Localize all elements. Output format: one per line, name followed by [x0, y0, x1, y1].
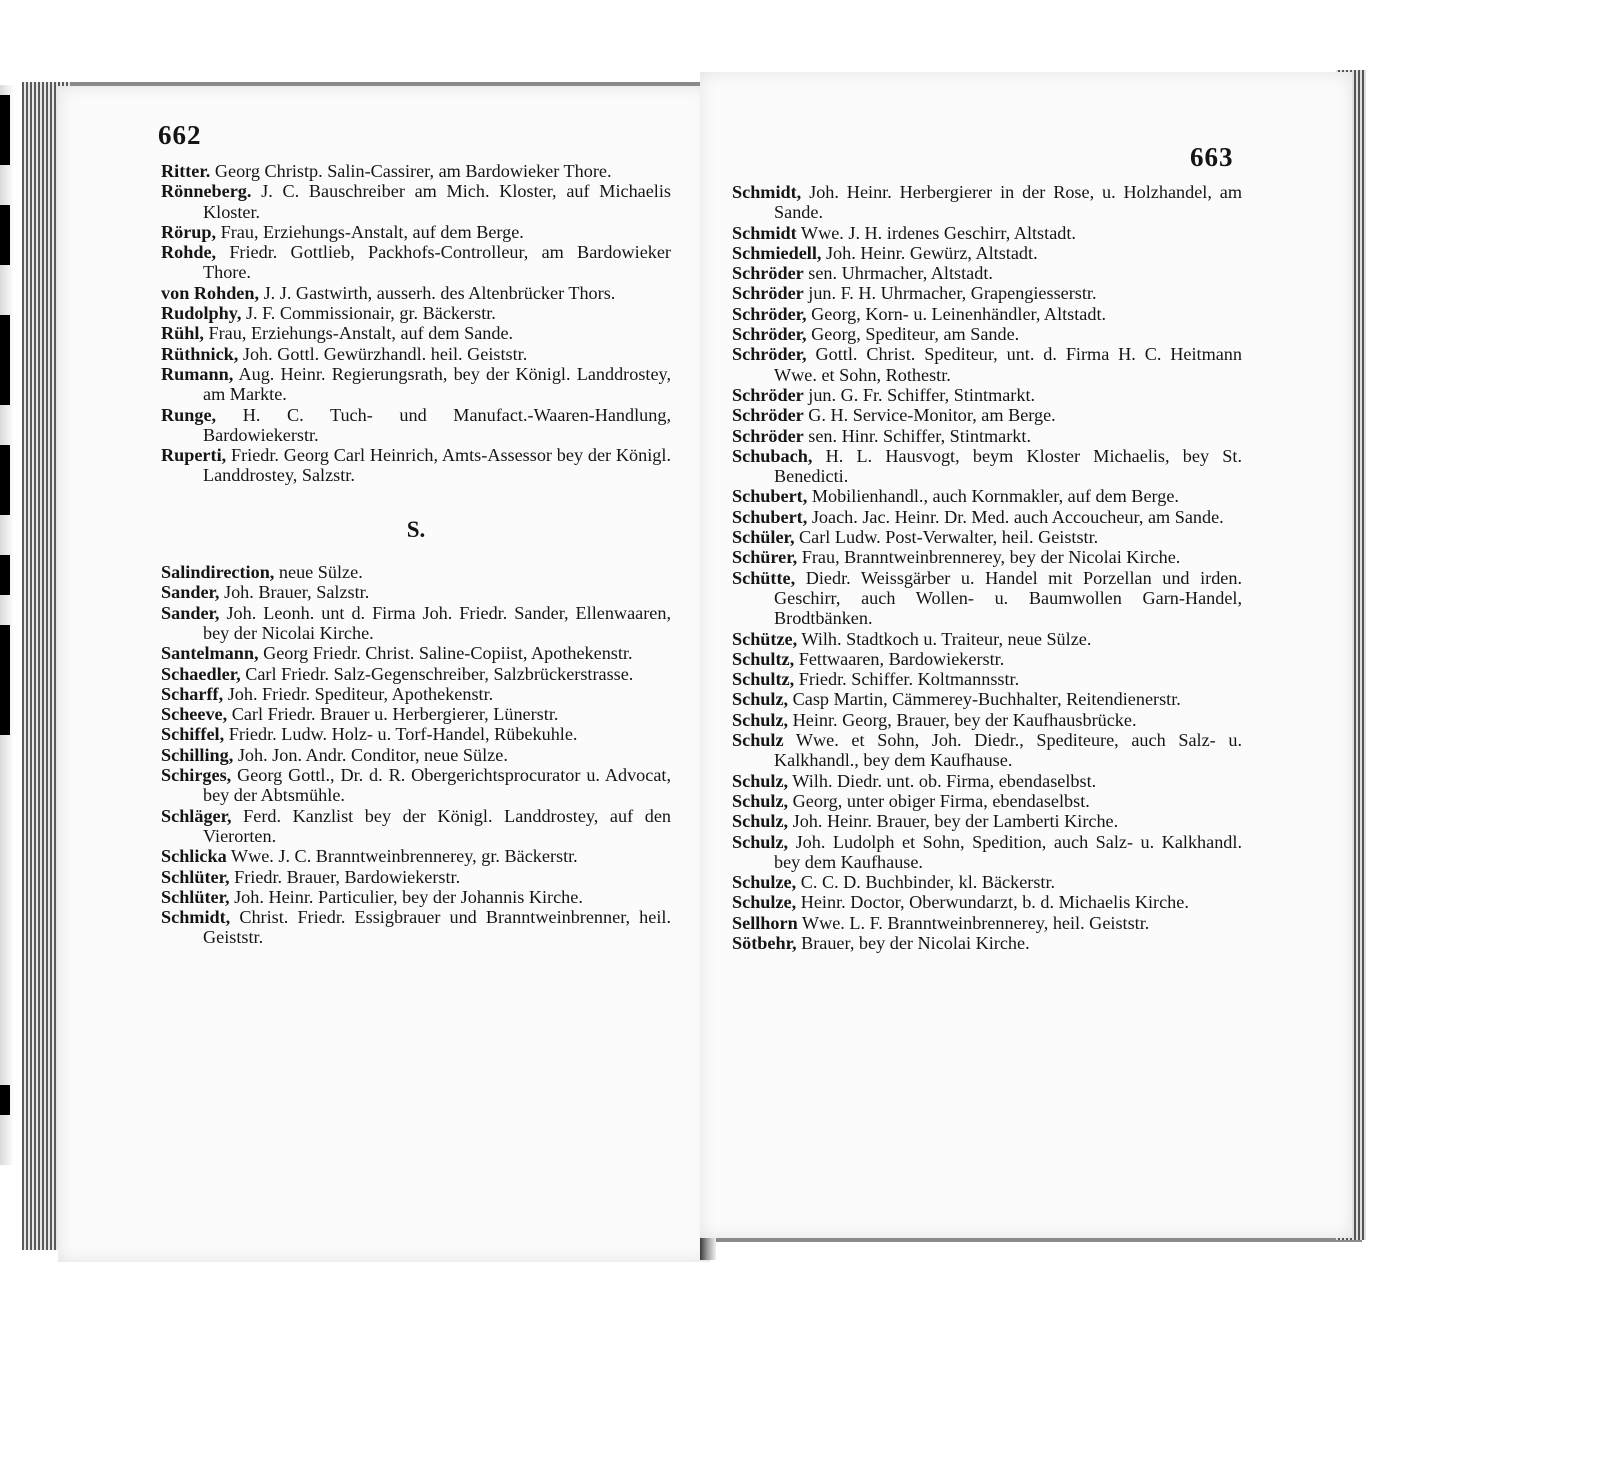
directory-entry	[732, 710, 1242, 730]
directory-entry	[732, 629, 1242, 649]
entry-surname: Schulz,	[732, 689, 789, 710]
directory-entry	[732, 527, 1242, 547]
entry-surname: Sellhorn	[732, 912, 798, 933]
entry-details: H. L. Hausvogt, beym Kloster Michaelis, bey St. Benedicti.	[774, 445, 1242, 487]
entry-details: Joh. Heinr. Gewürz, Altstadt.	[821, 242, 1038, 263]
entry-details: Carl Friedr. Salz-Gegenschreiber, Salzbrückerstrasse.	[240, 663, 634, 684]
entry-details: Frau, Erziehungs-Anstalt, auf dem Berge.	[216, 221, 524, 242]
entry-surname: Schröder	[732, 263, 804, 284]
entry-surname: Schulz,	[732, 770, 789, 791]
entry-surname: Schultz,	[732, 669, 795, 690]
right-entries	[732, 182, 1242, 953]
entry-surname: von Rohden,	[161, 282, 260, 303]
entry-details: Carl Ludw. Post-Verwalter, heil. Geiststr.	[794, 527, 1099, 548]
entry-details: Fettwaaren, Bardowiekerstr.	[794, 648, 1005, 669]
entry-surname: Schultz,	[732, 648, 795, 669]
directory-entry	[732, 385, 1242, 405]
left-entries-before-heading	[161, 161, 671, 486]
entry-details: Joh. Heinr. Herbergierer in der Rose, u. Holzhandel, am Sande.	[774, 182, 1242, 223]
directory-entry	[732, 263, 1242, 283]
directory-entry	[161, 684, 671, 704]
entry-surname: Schubach,	[732, 445, 813, 466]
directory-entry	[161, 806, 671, 847]
entry-surname: Schulz	[732, 730, 784, 751]
entry-details: neue Sülze.	[274, 562, 363, 583]
entry-surname: Schröder	[732, 425, 804, 446]
directory-entry	[161, 161, 671, 181]
entry-surname: Schulz,	[732, 790, 789, 811]
left-column	[161, 161, 671, 948]
entry-details: Friedr. Schiffer. Koltmannsstr.	[794, 669, 1020, 690]
directory-entry	[161, 704, 671, 724]
directory-entry	[161, 765, 671, 806]
entry-surname: Rönneberg.	[161, 181, 252, 202]
directory-entry	[161, 643, 671, 663]
directory-entry	[732, 405, 1242, 425]
entry-details: Wwe. L. F. Branntweinbrennerey, heil. Geiststr.	[797, 912, 1150, 933]
directory-entry	[732, 791, 1242, 811]
entry-surname: Runge,	[161, 404, 217, 425]
entry-surname: Schlüter,	[161, 886, 230, 907]
entry-details: Joh. Ludolph et Sohn, Spedition, auch Salz- u. Kalkhandl. bey dem Kaufhause.	[774, 831, 1242, 872]
directory-entry	[732, 649, 1242, 669]
directory-entry	[161, 405, 671, 446]
directory-entry	[161, 887, 671, 907]
entry-details: Christ. Friedr. Essigbrauer und Branntweinbrenner, heil. Geiststr.	[203, 907, 671, 948]
entry-details: Friedr. Georg Carl Heinrich, Amts-Assessor bey der Königl. Landdrostey, Salzstr.	[203, 445, 671, 486]
entry-details: Joh. Brauer, Salzstr.	[219, 582, 370, 603]
entry-details: Brauer, bey der Nicolai Kirche.	[796, 932, 1030, 953]
directory-entry	[732, 811, 1242, 831]
directory-entry	[161, 364, 671, 405]
entry-surname: Schröder	[732, 283, 804, 304]
entry-details: Aug. Heinr. Regierungsrath, bey der Königl. Landdrostey, am Markte.	[203, 363, 671, 405]
directory-entry	[732, 872, 1242, 892]
entry-details: Heinr. Doctor, Oberwundarzt, b. d. Michaelis Kirche.	[796, 892, 1189, 913]
entry-surname: Scharff,	[161, 683, 224, 704]
entry-details: Joh. Friedr. Spediteur, Apothekenstr.	[223, 683, 494, 704]
directory-entry	[161, 907, 671, 948]
directory-entry	[161, 724, 671, 744]
directory-entry	[732, 547, 1242, 567]
entry-details: Georg Gottl., Dr. d. R. Obergerichtsprocurator u. Advocat, bey der Abtsmühle.	[203, 765, 671, 806]
entry-details: Georg Christp. Salin-Cassirer, am Bardowieker Thore.	[210, 161, 612, 181]
entry-surname: Rörup,	[161, 221, 217, 242]
entry-surname: Santelmann,	[161, 643, 259, 664]
entry-surname: Schmiedell,	[732, 242, 822, 263]
entry-details: Diedr. Weissgärber u. Handel mit Porzellan und irden. Geschirr, auch Wollen- u. Baumwollen Garn-Handel, Brodtbänken.	[774, 567, 1242, 629]
entry-surname: Schlüter,	[161, 866, 230, 887]
directory-entry	[161, 867, 671, 887]
entry-surname: Schmidt	[732, 222, 797, 243]
directory-entry	[732, 892, 1242, 912]
entry-details: sen. Hinr. Schiffer, Stintmarkt.	[803, 425, 1031, 446]
entry-details: Joh. Jon. Andr. Conditor, neue Sülze.	[233, 744, 508, 765]
directory-entry	[161, 344, 671, 364]
directory-entry	[732, 669, 1242, 689]
directory-entry	[161, 846, 671, 866]
entry-details: Frau, Erziehungs-Anstalt, auf dem Sande.	[203, 323, 514, 344]
entry-surname: Schulze,	[732, 872, 797, 893]
entry-details: sen. Uhrmacher, Altstadt.	[803, 263, 993, 284]
entry-surname: Schulze,	[732, 892, 797, 913]
directory-entry	[732, 344, 1242, 385]
entry-details: Casp Martin, Cämmerey-Buchhalter, Reitendienerstr.	[788, 689, 1181, 710]
entry-surname: Schüler,	[732, 527, 795, 548]
directory-entry	[732, 182, 1242, 223]
entry-surname: Sander,	[161, 582, 220, 603]
entry-details: J. J. Gastwirth, ausserh. des Altenbrücker Thors.	[259, 282, 616, 303]
entry-details: Wilh. Stadtkoch u. Traiteur, neue Sülze.	[797, 628, 1092, 649]
directory-entry	[732, 933, 1242, 953]
entry-surname: Rudolphy,	[161, 303, 242, 324]
entry-surname: Schröder	[732, 405, 804, 426]
entry-surname: Schubert,	[732, 506, 808, 527]
entry-details: C. C. D. Buchbinder, kl. Bäckerstr.	[796, 872, 1056, 893]
entry-details: Wilh. Diedr. unt. ob. Firma, ebendaselbst.	[788, 770, 1097, 791]
left-page	[58, 86, 710, 1262]
entry-surname: Rüthnick,	[161, 343, 239, 364]
right-page	[700, 72, 1352, 1238]
directory-entry	[732, 283, 1242, 303]
entry-details: Georg Friedr. Christ. Saline-Copiist, Apothekenstr.	[258, 643, 633, 664]
directory-entry	[732, 304, 1242, 324]
page-number-right: 663	[1190, 142, 1234, 172]
directory-entry	[732, 324, 1242, 344]
entry-surname: Scheeve,	[161, 704, 228, 725]
entry-details: Georg, Korn- u. Leinenhändler, Altstadt.	[806, 303, 1107, 324]
directory-entry	[161, 562, 671, 582]
entry-surname: Rohde,	[161, 242, 217, 263]
entry-details: Joh. Heinr. Brauer, bey der Lamberti Kirche.	[788, 811, 1119, 832]
directory-entry	[161, 445, 671, 486]
entry-surname: Salindirection,	[161, 562, 275, 583]
left-entries-after-heading	[161, 562, 671, 948]
entry-details: J. F. Commissionair, gr. Bäckerstr.	[241, 303, 496, 324]
directory-entry	[732, 446, 1242, 487]
entry-details: Frau, Branntweinbrennerey, bey der Nicolai Kirche.	[797, 547, 1181, 568]
entry-surname: Rühl,	[161, 323, 204, 344]
entry-details: J. C. Bauschreiber am Mich. Kloster, auf Michaelis Kloster.	[203, 181, 671, 222]
entry-surname: Schulz,	[732, 811, 789, 832]
entry-details: jun. F. H. Uhrmacher, Grapengiesserstr.	[803, 283, 1097, 304]
directory-entry	[732, 223, 1242, 243]
entry-details: jun. G. Fr. Schiffer, Stintmarkt.	[803, 384, 1036, 405]
directory-entry	[161, 303, 671, 323]
entry-surname: Sander,	[161, 602, 220, 623]
entry-surname: Schröder,	[732, 324, 807, 345]
section-heading: S.	[406, 516, 426, 542]
entry-details: Gottl. Christ. Spediteur, unt. d. Firma H. C. Heitmann Wwe. et Sohn, Rothestr.	[774, 344, 1242, 385]
scanner-edge-strip	[0, 85, 14, 1165]
entry-surname: Schröder	[732, 384, 804, 405]
entry-details: Friedr. Ludw. Holz- u. Torf-Handel, Rübekuhle.	[224, 724, 578, 745]
directory-entry	[161, 181, 671, 222]
directory-entry	[161, 582, 671, 602]
entry-details: Carl Friedr. Brauer u. Herbergierer, Lünerstr.	[227, 704, 559, 725]
entry-surname: Schilling,	[161, 744, 234, 765]
directory-entry	[732, 832, 1242, 873]
entry-details: G. H. Service-Monitor, am Berge.	[803, 405, 1056, 426]
entry-details: Joh. Heinr. Particulier, bey der Johannis Kirche.	[229, 886, 583, 907]
entry-details: H. C. Tuch- und Manufact.-Waaren-Handlung, Bardowiekerstr.	[203, 404, 671, 445]
entry-surname: Schröder,	[732, 303, 807, 324]
directory-entry	[732, 913, 1242, 933]
directory-entry	[161, 242, 671, 283]
entry-details: Joh. Gottl. Gewürzhandl. heil. Geiststr.	[238, 343, 528, 364]
right-column	[732, 182, 1242, 953]
entry-surname: Sötbehr,	[732, 932, 797, 953]
entry-surname: Schröder,	[732, 344, 807, 365]
directory-entry	[161, 664, 671, 684]
directory-entry	[732, 507, 1242, 527]
directory-entry	[732, 426, 1242, 446]
entry-details: Friedr. Gottlieb, Packhofs-Controlleur, am Bardowieker Thore.	[203, 242, 671, 283]
directory-entry	[732, 486, 1242, 506]
entry-surname: Schürer,	[732, 547, 798, 568]
directory-entry	[161, 323, 671, 343]
entry-details: Wwe. J. C. Branntweinbrennerey, gr. Bäckerstr.	[226, 846, 578, 867]
entry-surname: Schaedler,	[161, 663, 241, 684]
entry-surname: Schlicka	[161, 846, 227, 867]
entry-surname: Schläger,	[161, 805, 232, 826]
entry-surname: Rumann,	[161, 363, 234, 384]
directory-entry	[161, 745, 671, 765]
directory-entry	[161, 222, 671, 242]
entry-surname: Schütze,	[732, 628, 798, 649]
entry-surname: Schütte,	[732, 567, 796, 588]
entry-details: Heinr. Georg, Brauer, bey der Kaufhausbrücke.	[788, 709, 1137, 730]
entry-surname: Schmidt,	[161, 907, 231, 928]
entry-details: Joh. Leonh. unt d. Firma Joh. Friedr. Sander, Ellenwaaren, bey der Nicolai Kirche.	[203, 602, 671, 643]
directory-entry	[732, 730, 1242, 771]
entry-details: Wwe. J. H. irdenes Geschirr, Altstadt.	[796, 222, 1076, 243]
directory-entry	[732, 243, 1242, 263]
entry-surname: Schmidt,	[732, 182, 802, 202]
entry-details: Georg, unter obiger Firma, ebendaselbst.	[788, 790, 1090, 811]
entry-surname: Schirges,	[161, 765, 232, 786]
entry-surname: Schulz,	[732, 709, 789, 730]
entry-surname: Schiffel,	[161, 724, 225, 745]
entry-details: Joach. Jac. Heinr. Dr. Med. auch Accoucheur, am Sande.	[807, 506, 1224, 527]
directory-entry	[161, 283, 671, 303]
entry-details: Friedr. Brauer, Bardowiekerstr.	[229, 866, 461, 887]
entry-details: Ferd. Kanzlist bey der Königl. Landdrostey, auf den Vierorten.	[203, 805, 671, 846]
directory-entry	[732, 568, 1242, 629]
directory-entry	[161, 603, 671, 644]
directory-entry	[732, 771, 1242, 791]
entry-surname: Schubert,	[732, 486, 808, 507]
entry-surname: Ritter.	[161, 161, 211, 181]
page-number-left: 662	[158, 120, 202, 150]
entry-surname: Ruperti,	[161, 445, 227, 466]
entry-surname: Schulz,	[732, 831, 789, 852]
entry-details: Mobilienhandl., auch Kornmakler, auf dem Berge.	[807, 486, 1179, 507]
directory-entry	[732, 689, 1242, 709]
entry-details: Georg, Spediteur, am Sande.	[806, 324, 1020, 345]
entry-details: Wwe. et Sohn, Joh. Diedr., Spediteure, auch Salz- u. Kalkhandl., bey dem Kaufhause.	[774, 730, 1242, 771]
